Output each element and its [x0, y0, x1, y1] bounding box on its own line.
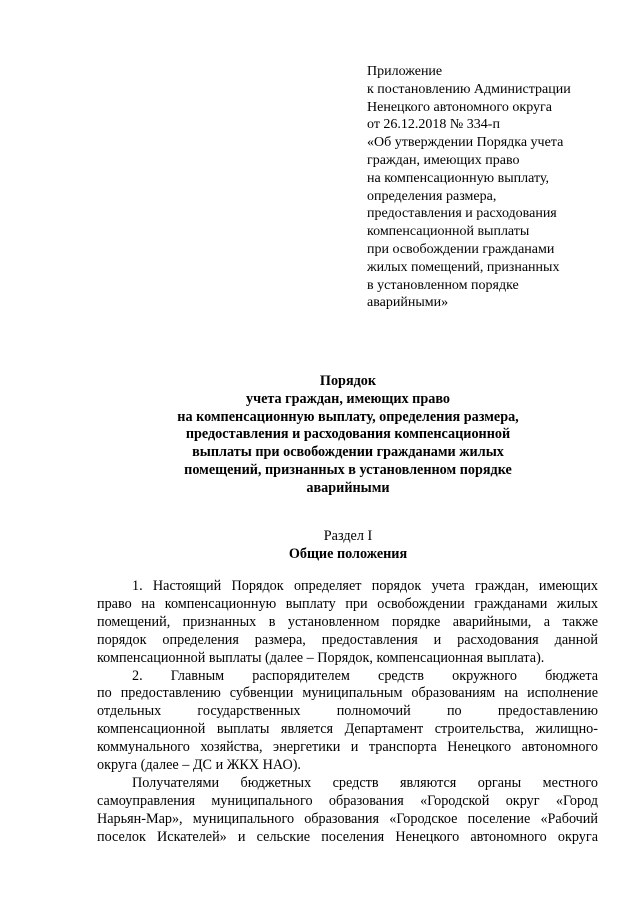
appendix-line: Ненецкого автономного округа: [367, 99, 552, 115]
paragraph-line: самоуправления муниципального образования «Городской округ «Город: [97, 792, 598, 809]
appendix-header: [367, 63, 607, 312]
appendix-line: от 26.12.2018 № 334-п: [367, 117, 500, 133]
paragraph-line: поселок Искателей» и сельские поселения Ненецкого автономного округа: [97, 828, 598, 845]
appendix-line: граждан, имеющих право: [367, 152, 520, 168]
paragraph-line: Получателями бюджетных средств являются органы местного: [132, 774, 598, 791]
paragraph-line: компенсационной выплаты является Департамент строительства, жилищно-: [97, 721, 598, 738]
appendix-line: «Об утверждении Порядка учета: [367, 135, 564, 151]
section-heading: [100, 527, 596, 563]
paragraph-line: 2. Главным распорядителем средств окружного бюджета: [132, 667, 598, 684]
appendix-line: предоставления и расходования: [367, 206, 557, 222]
section-name: Общие положения: [288, 546, 408, 562]
appendix-line: в установленном порядке: [367, 277, 519, 293]
paragraph-line: округа (далее – ДС и ЖКХ НАО).: [97, 757, 301, 774]
title-line: выплаты при освобождении гражданами жилых: [192, 444, 504, 461]
document-title: [100, 373, 596, 498]
title-line: на компенсационную выплату, определения размера,: [177, 408, 519, 425]
paragraph-line: помещений, признанных в установленном порядке аварийными, а также: [97, 613, 598, 630]
appendix-line: аварийными»: [367, 295, 449, 311]
title-line: учета граждан, имеющих право: [245, 390, 450, 407]
paragraph-line: Нарьян-Мар», муниципального образования «Городское поселение «Рабочий: [97, 810, 598, 827]
title-line: Порядок: [319, 373, 377, 389]
title-line: помещений, признанных в установленном порядке: [184, 461, 512, 478]
appendix-line: на компенсационную выплату,: [367, 170, 549, 186]
paragraph-line: коммунального хозяйства, энергетики и транспорта Ненецкого автономного: [97, 739, 598, 756]
paragraph-line: по предоставлению субвенции муниципальным образованиям на исполнение: [97, 685, 598, 702]
paragraph-3: [97, 775, 598, 847]
paragraph-line: компенсационной выплаты (далее – Порядок, компенсационная выплата).: [97, 649, 545, 666]
appendix-line: при освобождении гражданами: [367, 241, 555, 257]
appendix-line: компенсационной выплаты: [367, 224, 530, 240]
title-line: предоставления и расходования компенсационной: [185, 426, 511, 443]
paragraph-1: [97, 578, 598, 668]
title-line: аварийными: [306, 479, 390, 496]
appendix-line: к постановлению Администрации: [367, 81, 571, 97]
section-number: Раздел I: [323, 528, 373, 544]
appendix-line: жилых помещений, признанных: [367, 259, 560, 275]
body-text: [97, 578, 598, 847]
paragraph-line: право на компенсационную выплату при освобождении гражданами жилых: [97, 595, 598, 612]
paragraph-line: отдельных государственных полномочий по предоставлению: [97, 703, 598, 720]
paragraph-line: 1. Настоящий Порядок определяет порядок учета граждан, имеющих: [132, 578, 598, 594]
appendix-line: Приложение: [367, 64, 443, 79]
paragraph-2: [97, 668, 598, 775]
paragraph-line: порядок определения размера, предоставления и расходования данной: [97, 631, 598, 648]
appendix-line: определения размера,: [367, 188, 497, 204]
